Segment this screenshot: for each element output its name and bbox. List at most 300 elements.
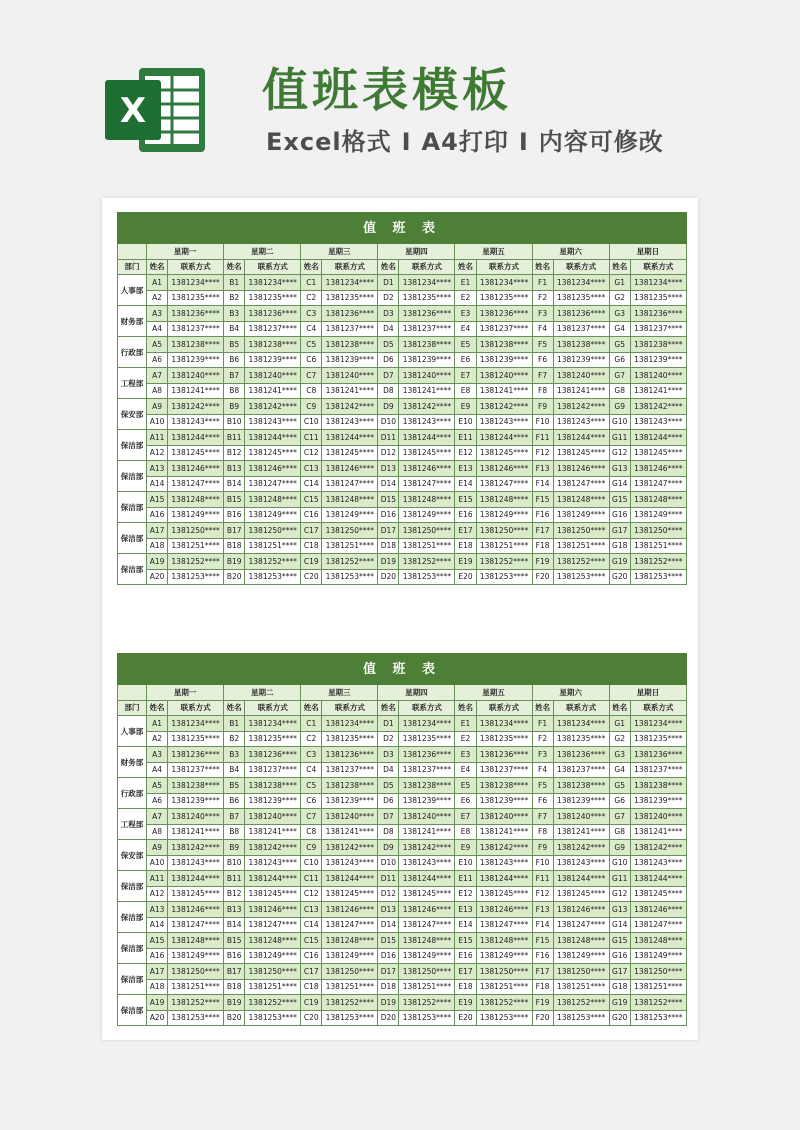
duty-number: 8 (311, 827, 317, 837)
duty-name-cell (147, 414, 168, 430)
contact-cell: 1381250**** (245, 523, 301, 539)
contact-cell: 1381240**** (168, 368, 224, 384)
duty-number: 4 (157, 324, 163, 334)
table-row (118, 716, 687, 732)
duty-letter: A (149, 541, 155, 551)
duty-letter: A (149, 904, 155, 914)
duty-number: 10 (309, 858, 319, 868)
contact-header: 联系方式 (399, 259, 455, 275)
duty-letter: C (303, 525, 310, 535)
contact-cell: 1381238**** (553, 778, 609, 794)
table-row (118, 778, 687, 794)
contact-cell: 1381245**** (168, 886, 224, 902)
contact-cell: 1381235**** (399, 731, 455, 747)
duty-name-cell (532, 731, 553, 747)
duty-name-cell (224, 430, 245, 446)
duty-letter: C (303, 417, 310, 427)
department-cell: 保洁部 (118, 933, 147, 964)
contact-cell: 1381249**** (553, 507, 609, 523)
contact-cell: 1381253**** (630, 569, 686, 585)
contact-cell: 1381241**** (245, 824, 301, 840)
contact-cell: 1381250**** (168, 523, 224, 539)
contact-cell: 1381237**** (476, 762, 532, 778)
contact-cell: 1381244**** (245, 871, 301, 887)
duty-name-cell (378, 731, 399, 747)
duty-number: 11 (154, 873, 165, 883)
duty-name-cell (609, 979, 630, 995)
duty-letter: B (229, 718, 235, 728)
duty-number: 3 (542, 308, 548, 318)
duty-number: 12 (386, 889, 397, 899)
duty-number: 12 (231, 889, 242, 899)
contact-cell: 1381253**** (399, 1010, 455, 1026)
duty-name-cell (224, 840, 245, 856)
contact-cell: 1381245**** (322, 445, 378, 461)
duty-name-cell (455, 840, 476, 856)
contact-cell: 1381246**** (476, 461, 532, 477)
contact-cell: 1381243**** (399, 414, 455, 430)
duty-number: 1 (388, 277, 394, 287)
contact-cell: 1381240**** (322, 368, 378, 384)
duty-name-cell (224, 383, 245, 399)
duty-name-cell (609, 933, 630, 949)
duty-number: 5 (465, 780, 471, 790)
duty-name-cell (455, 290, 476, 306)
duty-number: 15 (309, 935, 319, 945)
contact-cell: 1381250**** (399, 964, 455, 980)
duty-number: 5 (388, 339, 394, 349)
contact-cell: 1381242**** (322, 399, 378, 415)
department-cell: 工程部 (118, 809, 147, 840)
duty-number: 16 (463, 951, 473, 961)
contact-cell: 1381238**** (476, 337, 532, 353)
contact-header: 联系方式 (553, 700, 609, 716)
table-row (118, 321, 687, 337)
duty-number: 2 (542, 734, 548, 744)
duty-number: 1 (157, 277, 163, 287)
table-row (118, 476, 687, 492)
duty-letter: E (460, 370, 466, 380)
contact-cell: 1381241**** (168, 383, 224, 399)
duty-letter: B (229, 842, 235, 852)
contact-cell: 1381245**** (476, 445, 532, 461)
duty-number: 6 (157, 796, 163, 806)
contact-cell: 1381249**** (245, 507, 301, 523)
duty-number: 3 (234, 308, 240, 318)
contact-cell: 1381247**** (476, 476, 532, 492)
duty-name-cell (455, 492, 476, 508)
contact-cell: 1381242**** (168, 840, 224, 856)
duty-name-cell (378, 352, 399, 368)
table-row (118, 352, 687, 368)
contact-cell: 1381246**** (322, 902, 378, 918)
duty-letter: C (303, 448, 310, 458)
duty-letter: A (149, 935, 155, 945)
contact-cell: 1381253**** (245, 569, 301, 585)
contact-cell: 1381253**** (399, 569, 455, 585)
duty-letter: E (460, 277, 466, 287)
contact-cell: 1381234**** (630, 275, 686, 291)
duty-letter: B (229, 324, 235, 334)
contact-cell: 1381250**** (630, 523, 686, 539)
duty-name-cell (532, 840, 553, 856)
duty-name-cell (378, 995, 399, 1011)
duty-name-cell (609, 778, 630, 794)
contact-cell: 1381235**** (399, 290, 455, 306)
duty-number: 7 (542, 370, 548, 380)
contact-cell: 1381239**** (630, 793, 686, 809)
duty-number: 3 (157, 749, 163, 759)
contact-cell: 1381249**** (476, 507, 532, 523)
contact-cell: 1381248**** (168, 492, 224, 508)
duty-number: 3 (620, 749, 626, 759)
contact-cell: 1381243**** (168, 414, 224, 430)
duty-number: 4 (465, 765, 471, 775)
duty-name-cell (609, 275, 630, 291)
contact-cell: 1381247**** (168, 917, 224, 933)
duty-name-cell (609, 492, 630, 508)
duty-name-cell (532, 445, 553, 461)
duty-name-cell (609, 824, 630, 840)
duty-letter: C (303, 982, 310, 992)
table-row (118, 902, 687, 918)
duty-number: 16 (540, 951, 550, 961)
duty-number: 1 (620, 277, 626, 287)
duty-letter: D (383, 339, 389, 349)
duty-number: 20 (386, 572, 397, 582)
table-row (118, 840, 687, 856)
duty-name-cell (224, 964, 245, 980)
contact-cell: 1381238**** (322, 778, 378, 794)
duty-number: 12 (617, 889, 628, 899)
day-header-row (118, 244, 687, 260)
table-title-row (118, 213, 687, 244)
duty-letter: C (303, 541, 310, 551)
duty-letter: B (226, 448, 232, 458)
contact-cell: 1381253**** (322, 1010, 378, 1026)
duty-letter: B (229, 401, 235, 411)
duty-name-cell (609, 948, 630, 964)
duty-number: 1 (620, 718, 626, 728)
duty-name-cell (455, 275, 476, 291)
contact-cell: 1381244**** (476, 871, 532, 887)
duty-number: 10 (617, 417, 628, 427)
duty-name-cell (301, 399, 322, 415)
contact-cell: 1381237**** (399, 321, 455, 337)
duty-number: 15 (309, 494, 319, 504)
duty-number: 12 (309, 889, 319, 899)
contact-cell: 1381237**** (245, 321, 301, 337)
duty-number: 15 (154, 494, 165, 504)
duty-letter: F (535, 494, 540, 504)
duty-letter: C (306, 765, 312, 775)
duty-name-cell (532, 569, 553, 585)
duty-name-cell (609, 321, 630, 337)
contact-header: 联系方式 (553, 259, 609, 275)
table-row (118, 430, 687, 446)
contact-cell: 1381240**** (476, 368, 532, 384)
contact-cell: 1381236**** (168, 747, 224, 763)
duty-letter: B (229, 796, 235, 806)
duty-letter: E (458, 858, 464, 868)
duty-letter: G (614, 277, 621, 287)
contact-header: 联系方式 (630, 259, 686, 275)
duty-letter: F (535, 479, 540, 489)
contact-cell: 1381243**** (553, 414, 609, 430)
duty-name-cell (301, 523, 322, 539)
duty-number: 12 (540, 448, 550, 458)
duty-name-cell (455, 964, 476, 980)
contact-cell: 1381251**** (168, 979, 224, 995)
duty-letter: A (152, 308, 158, 318)
duty-letter: B (226, 1013, 232, 1023)
duty-number: 6 (465, 796, 471, 806)
duty-letter: B (229, 780, 235, 790)
contact-cell: 1381253**** (476, 1010, 532, 1026)
duty-number: 18 (231, 982, 242, 992)
page-header (0, 0, 800, 200)
duty-name-cell (301, 507, 322, 523)
duty-number: 7 (388, 811, 394, 821)
duty-letter: B (226, 417, 232, 427)
duty-number: 1 (157, 718, 163, 728)
table-row (118, 290, 687, 306)
contact-cell: 1381250**** (476, 964, 532, 980)
table-row (118, 809, 687, 825)
duty-number: 6 (311, 355, 317, 365)
contact-cell: 1381236**** (630, 306, 686, 322)
contact-cell: 1381245**** (553, 886, 609, 902)
department-cell: 保安部 (118, 399, 147, 430)
duty-letter: C (306, 355, 312, 365)
duty-name-cell (609, 871, 630, 887)
contact-cell: 1381251**** (476, 538, 532, 554)
duty-name-cell (147, 321, 168, 337)
department-cell: 保洁部 (118, 902, 147, 933)
contact-cell: 1381245**** (168, 445, 224, 461)
table-row (118, 275, 687, 291)
duty-number: 11 (463, 873, 473, 883)
duty-name-cell (609, 461, 630, 477)
duty-name-cell (455, 747, 476, 763)
duty-name-cell (532, 979, 553, 995)
duty-letter: F (535, 432, 540, 442)
duty-name-cell (301, 793, 322, 809)
contact-cell: 1381240**** (399, 368, 455, 384)
duty-name-cell (609, 414, 630, 430)
duty-letter: B (226, 541, 232, 551)
duty-name-cell (609, 569, 630, 585)
duty-letter: A (149, 982, 155, 992)
duty-number: 17 (309, 525, 319, 535)
duty-name-cell (455, 445, 476, 461)
duty-name-cell (532, 430, 553, 446)
duty-letter: G (614, 811, 621, 821)
contact-cell: 1381246**** (245, 902, 301, 918)
duty-letter: E (460, 811, 466, 821)
duty-name-cell (609, 747, 630, 763)
duty-letter: C (306, 842, 312, 852)
duty-letter: F (538, 355, 543, 365)
contact-cell: 1381253**** (168, 569, 224, 585)
duty-letter: E (460, 308, 466, 318)
name-header: 姓名 (609, 259, 630, 275)
duty-letter: C (303, 966, 310, 976)
duty-letter: B (226, 572, 232, 582)
contact-cell: 1381243**** (630, 414, 686, 430)
duty-name-cell (378, 886, 399, 902)
duty-name-cell (378, 306, 399, 322)
contact-cell: 1381249**** (399, 948, 455, 964)
duty-number: 1 (311, 718, 317, 728)
contact-cell: 1381251**** (476, 979, 532, 995)
duty-number: 5 (465, 339, 471, 349)
day-header: 星期六 (532, 685, 609, 701)
duty-letter: D (383, 827, 389, 837)
duty-number: 6 (620, 355, 626, 365)
duty-name-cell (147, 871, 168, 887)
department-cell: 保洁部 (118, 995, 147, 1026)
duty-letter: C (303, 873, 310, 883)
duty-name-cell (224, 352, 245, 368)
duty-letter: A (152, 734, 158, 744)
duty-letter: E (458, 432, 464, 442)
duty-number: 3 (234, 749, 240, 759)
duty-name-cell (532, 523, 553, 539)
duty-name-cell (378, 523, 399, 539)
duty-number: 2 (465, 734, 471, 744)
duty-name-cell (609, 306, 630, 322)
duty-letter: B (229, 749, 235, 759)
table-row (118, 1010, 687, 1026)
duty-name-cell (224, 917, 245, 933)
duty-letter: D (383, 324, 389, 334)
name-header: 姓名 (301, 259, 322, 275)
duty-number: 14 (617, 479, 628, 489)
duty-number: 10 (386, 417, 397, 427)
name-header: 姓名 (224, 700, 245, 716)
duty-number: 7 (234, 811, 240, 821)
contact-cell: 1381248**** (476, 933, 532, 949)
duty-name-cell (455, 886, 476, 902)
duty-name-cell (378, 399, 399, 415)
department-cell: 保洁部 (118, 871, 147, 902)
excel-icon (103, 62, 213, 158)
contact-header: 联系方式 (322, 259, 378, 275)
duty-letter: D (383, 765, 389, 775)
duty-number: 12 (386, 448, 397, 458)
duty-letter: G (614, 734, 621, 744)
contact-cell: 1381234**** (476, 275, 532, 291)
duty-name-cell (378, 933, 399, 949)
duty-name-cell (301, 979, 322, 995)
contact-cell: 1381236**** (168, 306, 224, 322)
contact-cell: 1381244**** (476, 430, 532, 446)
duty-number: 7 (465, 811, 471, 821)
duty-name-cell (378, 747, 399, 763)
duty-number: 6 (157, 355, 163, 365)
duty-number: 14 (309, 479, 319, 489)
duty-number: 15 (617, 935, 628, 945)
contact-cell: 1381236**** (553, 306, 609, 322)
duty-name-cell (224, 1010, 245, 1026)
duty-number: 10 (540, 417, 550, 427)
duty-name-cell (224, 414, 245, 430)
contact-cell: 1381244**** (399, 430, 455, 446)
contact-cell: 1381246**** (399, 461, 455, 477)
duty-name-cell (224, 731, 245, 747)
contact-cell: 1381237**** (553, 321, 609, 337)
duty-number: 3 (620, 308, 626, 318)
duty-name-cell (301, 762, 322, 778)
duty-number: 16 (463, 510, 473, 520)
duty-number: 19 (617, 997, 628, 1007)
duty-letter: D (383, 796, 389, 806)
duty-name-cell (609, 964, 630, 980)
table-row (118, 917, 687, 933)
duty-name-cell (532, 461, 553, 477)
duty-name-cell (224, 716, 245, 732)
duty-letter: C (306, 796, 312, 806)
duty-number: 19 (617, 556, 628, 566)
contact-cell: 1381235**** (245, 731, 301, 747)
contact-cell: 1381247**** (630, 476, 686, 492)
contact-cell: 1381252**** (476, 995, 532, 1011)
department-cell: 保洁部 (118, 964, 147, 995)
duty-name-cell (455, 778, 476, 794)
day-header: 星期五 (455, 244, 532, 260)
duty-name-cell (378, 321, 399, 337)
duty-name-cell (378, 569, 399, 585)
duty-letter: G (612, 417, 618, 427)
duty-name-cell (609, 368, 630, 384)
duty-name-cell (378, 902, 399, 918)
duty-number: 11 (154, 432, 165, 442)
column-header-row (118, 259, 687, 275)
duty-number: 12 (231, 448, 242, 458)
contact-cell: 1381234**** (399, 275, 455, 291)
duty-name-cell (147, 383, 168, 399)
duty-letter: E (460, 842, 466, 852)
duty-number: 13 (463, 463, 473, 473)
duty-name-cell (147, 1010, 168, 1026)
duty-number: 18 (540, 982, 550, 992)
duty-number: 8 (157, 827, 163, 837)
duty-letter: D (380, 889, 387, 899)
duty-number: 4 (234, 324, 240, 334)
duty-name-cell (378, 430, 399, 446)
contact-cell: 1381249**** (630, 507, 686, 523)
duty-name-cell (147, 747, 168, 763)
duty-schedule-table (117, 653, 687, 1026)
duty-name-cell (224, 306, 245, 322)
contact-cell: 1381236**** (553, 747, 609, 763)
duty-letter: A (152, 277, 158, 287)
duty-number: 20 (540, 1013, 550, 1023)
duty-name-cell (609, 290, 630, 306)
day-header: 星期四 (378, 244, 455, 260)
duty-name-cell (301, 948, 322, 964)
duty-name-cell (224, 476, 245, 492)
duty-number: 16 (617, 951, 628, 961)
duty-letter: E (458, 951, 464, 961)
column-header-row (118, 700, 687, 716)
duty-name-cell (532, 538, 553, 554)
department-cell: 保安部 (118, 840, 147, 871)
contact-cell: 1381244**** (322, 430, 378, 446)
duty-letter: E (458, 417, 464, 427)
duty-number: 12 (154, 889, 165, 899)
